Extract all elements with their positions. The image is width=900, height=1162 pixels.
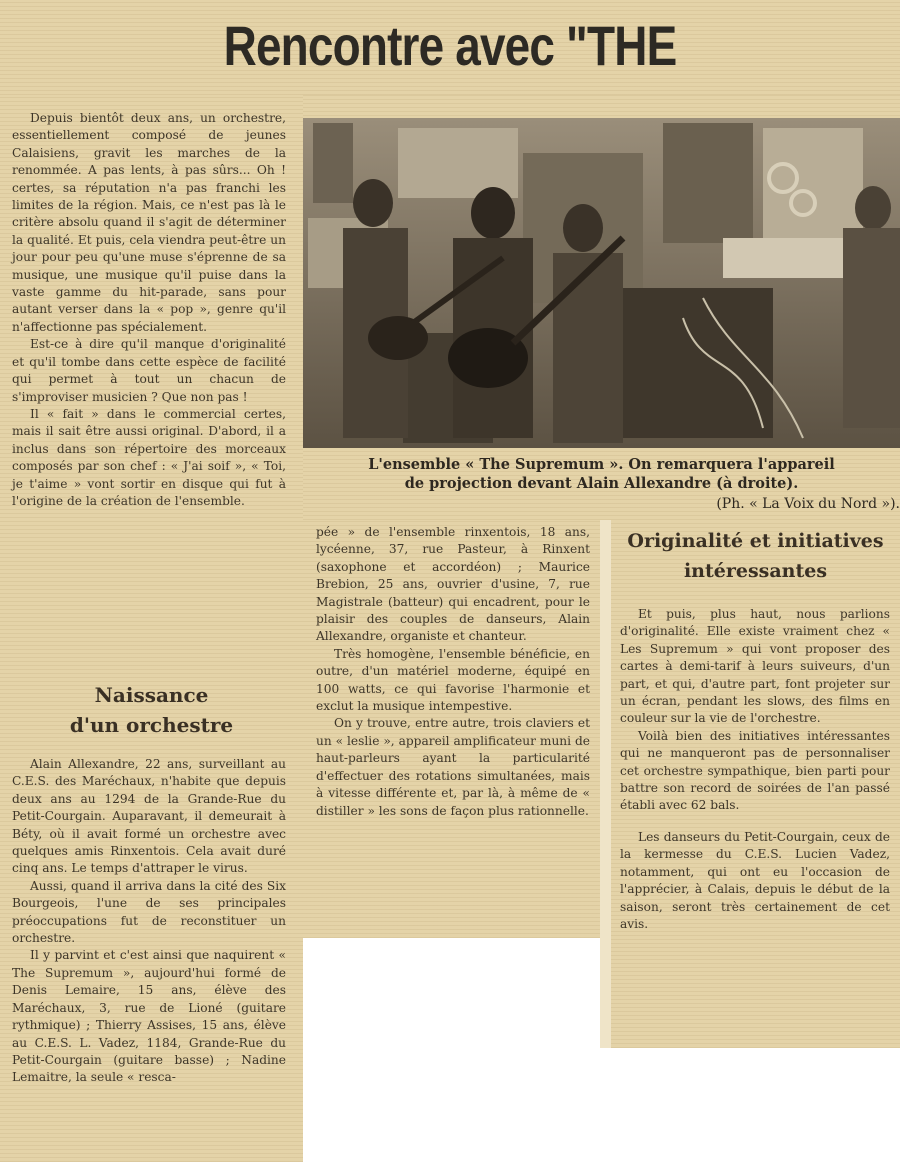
paragraph: Il « fait » dans le commercial certes, mais il sait être aussi original. D'abord, il a inclus dans son répertoire des morceaux composés par son chef : « J'ai soif », « Toi, je t'aime » vont sortir en disque qui fut à l'origine de la création de l'ensemble. [12, 406, 286, 508]
column-2 [316, 524, 590, 820]
paragraph: Est-ce à dire qu'il manque d'originalité et qu'il tombe dans cette espèce de facilité qui permet à tout un chacun de s'improviser musicien ? Que non pas ! [12, 337, 286, 404]
paragraph: Et puis, plus haut, nous parlions d'originalité. Elle existe vraiment chez « Les Supremum » qui vont proposer des cartes à demi-tarif à leurs suiveurs, d'un part, et qui, d'autre part, font projeter sur un écran, pendant les slows, des films en couleur sur la vie de l'orchestre. [620, 607, 890, 726]
paragraph: Les danseurs du Petit-Courgain, ceux de la kermesse du C.E.S. Lucien Vadez, notamment, qui ont eu l'occasion de l'apprécier, à Calais, depuis le début de la saison, seront très certainement de cet avis. [620, 829, 890, 931]
paragraph: On y trouve, entre autre, trois claviers et un « leslie », appareil amplificateur muni de haut-parleurs ayant la particularité d'effectuer des rotations simultanées, mais à vitesse différente et, par là, à même de « distiller » les sons de façon plus rationnelle. [316, 716, 590, 818]
band-photo [303, 118, 900, 448]
column-3 [620, 606, 890, 933]
paragraph: Aussi, quand il arriva dans la cité des Six Bourgeois, l'une de ses principales préoccupations fut de reconstituer un orchestre. [12, 878, 286, 946]
caption-line: de projection devant Alain Allexandre (à droite). [404, 475, 799, 492]
paragraph: Très homogène, l'ensemble bénéficie, en outre, d'un matériel moderne, équipé en 100 watts, ce qui favorise l'harmonie et exclut la musique intempestive. [316, 646, 590, 714]
paragraph: Il y parvint et c'est ainsi que naquirent « The Supremum », aujourd'hui formé de Denis Lemaire, 15 ans, élève des Maréchaux, 3, rue de Lioné (guitare rythmique) ; Thierry Assises, 15 ans, élève au C.E.S. L. Vadez, 1184, Grande-Rue du Petit-Courgain (guitare basse) ; Nadine Lemaitre, la seule « resca- [12, 948, 286, 1085]
column-1-top [12, 110, 286, 510]
paragraph: pée » de l'ensemble rinxentois, 18 ans, lycéenne, 37, rue Pasteur, à Rinxent (saxophone et accordéon) ; Maurice Brebion, 25 ans, ouvrier d'usine, 7, rue Magistrale (batteur) qui encadrent, pour le plaisir des couples de danseurs, Alain Allexandre, organiste et chanteur. [316, 525, 590, 644]
caption-line: L'ensemble « The Supremum ». On remarquera l'appareil [368, 456, 835, 473]
photo-credit: (Ph. « La Voix du Nord »). [716, 496, 900, 512]
paper-gap [600, 520, 611, 1048]
paragraph: Voilà bien des initiatives intéressantes qui ne manqueront pas de personnaliser cet orchestre sympathique, bien parti pour battre son record de soirées de l'an passé établi avec 62 bals. [620, 728, 890, 813]
subhead-line: Originalité et initiatives [627, 530, 884, 552]
headline: Rencontre avec "THE [223, 14, 677, 77]
subhead-line: d'un orchestre [69, 713, 234, 737]
photo-caption [303, 455, 900, 493]
band-photo-image [303, 118, 900, 448]
subhead-line: intéressantes [683, 560, 828, 582]
subhead-naissance [0, 680, 303, 740]
paragraph: Alain Allexandre, 22 ans, surveillant au C.E.S. des Maréchaux, n'habite que depuis deux ans au 1294 de la Grande-Rue du Petit-Courgain. Auparavant, il demeurait à Béty, où il avait formé un orchestre avec quelques amis Rinxentois. Cela avait duré cinq ans. Le temps d'attraper le virus. [12, 757, 286, 876]
subhead-line: Naissance [94, 683, 209, 707]
subhead-originalite [611, 526, 900, 586]
column-1-bottom [12, 756, 286, 1087]
paragraph: Depuis bientôt deux ans, un orchestre, essentiellement composé de jeunes Calaisiens, gravit les marches de la renommée. A pas lents, à pas sûrs... Oh ! certes, sa réputation n'a pas franchi les limites de la région. Mais, ce n'est pas là le critère absolu quand il s'agit de déterminer la qualité. Et puis, cela viendra peut-être un jour pour peu qu'une muse s'éprenne de sa musique, une musique qu'il puise dans la vaste gamme du hit-parade, sans pour autant verser dans la « pop », genre qu'il n'affectionne pas spécialement. [12, 111, 286, 334]
